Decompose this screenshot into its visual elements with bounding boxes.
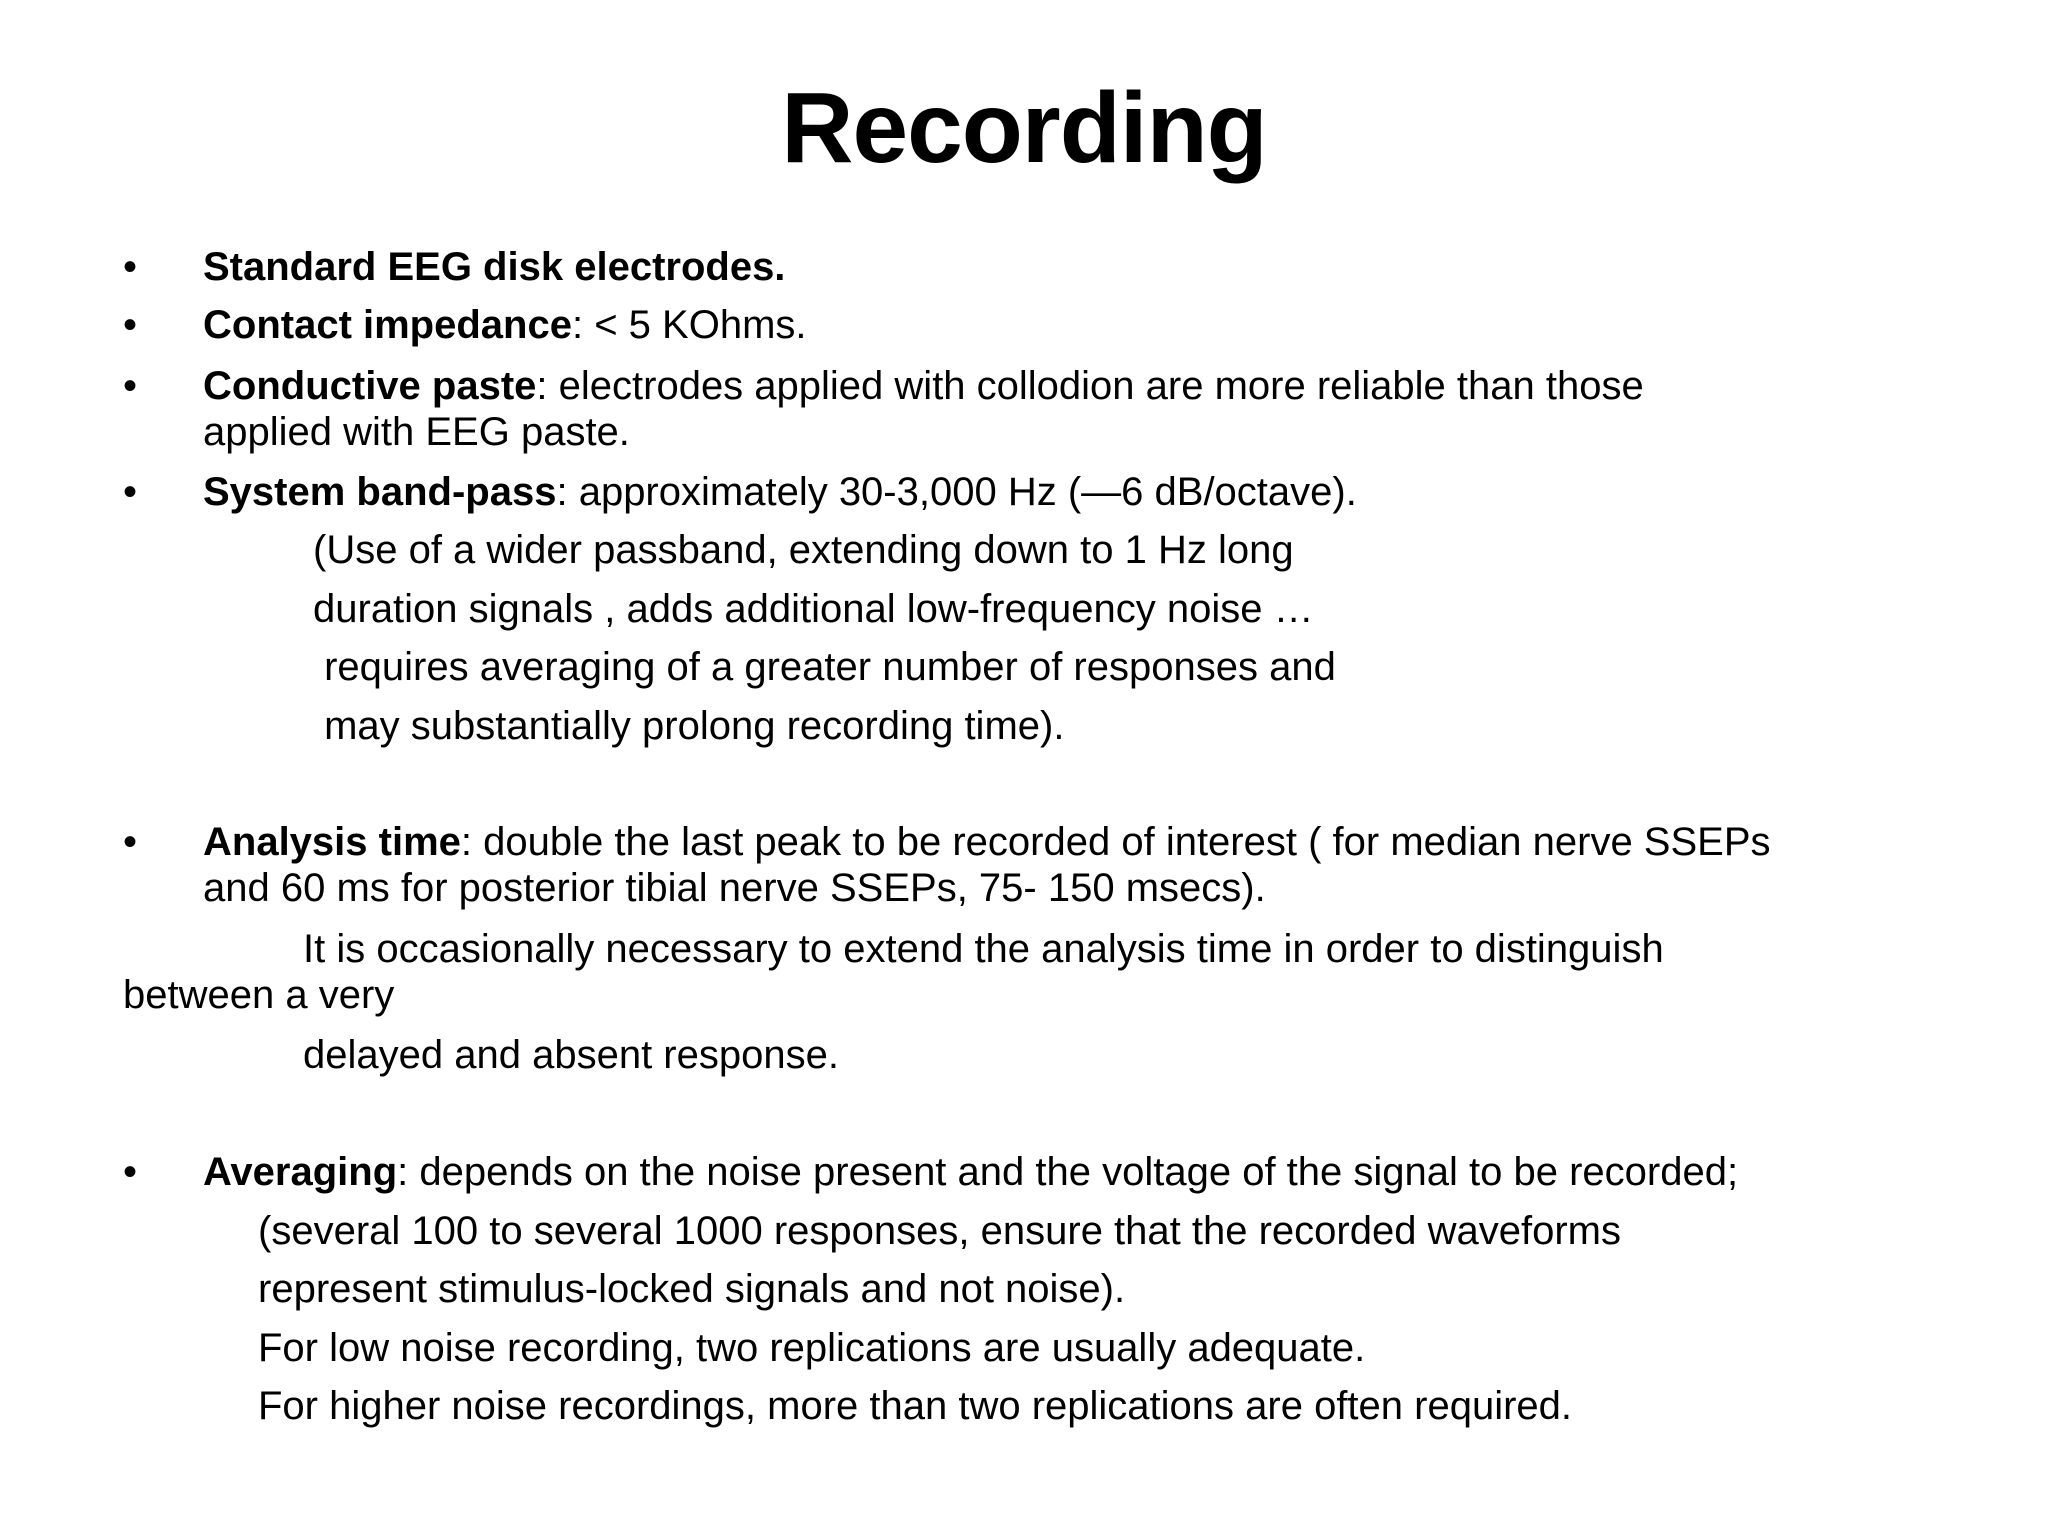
item-text: : electrodes applied with collodion are more reliable than those: [536, 364, 1644, 408]
item-label: Conductive paste: [203, 364, 537, 408]
averaging-note: For low noise recording, two replications are usually adequate.: [258, 1326, 1366, 1370]
item-text: : approximately 30-3,000 Hz (—6 dB/octave).: [556, 470, 1357, 514]
item-label: Analysis time: [203, 820, 461, 864]
list-item-paste: [203, 362, 1644, 410]
item-label: Averaging: [203, 1150, 398, 1194]
bullet-icon: •: [123, 1150, 138, 1194]
bullet-icon: •: [123, 245, 138, 289]
item-text: : double the last peak to be recorded of interest ( for median nerve SSEPs: [460, 820, 1771, 864]
item-text: : depends on the noise present and the voltage of the signal to be recorded;: [397, 1150, 1739, 1194]
item-text: : < 5 KOhms.: [571, 303, 807, 347]
list-item-electrodes: [203, 243, 785, 291]
averaging-note: For higher noise recordings, more than two replications are often required.: [258, 1384, 1573, 1428]
bandpass-note: (Use of a wider passband, extending down to 1 Hz long: [313, 528, 1294, 572]
list-item-paste-continued: applied with EEG paste.: [203, 410, 630, 454]
list-item-impedance: [203, 301, 807, 349]
bullet-icon: •: [123, 364, 138, 408]
slide-title: Recording: [781, 72, 1267, 184]
list-item-analysis-time-continued: and 60 ms for posterior tibial nerve SSEPs, 75- 150 msecs).: [203, 866, 1266, 910]
analysis-note: It is occasionally necessary to extend the analysis time in order to distinguish: [303, 927, 1664, 971]
analysis-note: delayed and absent response.: [303, 1033, 839, 1077]
bandpass-note: duration signals , adds additional low-frequency noise …: [313, 587, 1314, 631]
analysis-note: between a very: [123, 973, 395, 1017]
bullet-icon: •: [123, 820, 138, 864]
item-label: System band-pass: [203, 470, 557, 514]
bandpass-note: requires averaging of a greater number of responses and: [313, 645, 1336, 689]
item-label: Contact impedance: [203, 303, 572, 347]
averaging-note: represent stimulus-locked signals and not noise).: [258, 1267, 1126, 1311]
list-item-bandpass: [203, 468, 1357, 516]
list-item-averaging: [203, 1148, 1738, 1196]
averaging-note: (several 100 to several 1000 responses, ensure that the recorded waveforms: [258, 1209, 1621, 1253]
bullet-icon: •: [123, 470, 138, 514]
item-label: Standard EEG disk electrodes.: [203, 245, 786, 289]
bullet-icon: •: [123, 303, 138, 347]
bandpass-note: may substantially prolong recording time).: [313, 704, 1065, 748]
list-item-analysis-time: [203, 818, 1771, 866]
